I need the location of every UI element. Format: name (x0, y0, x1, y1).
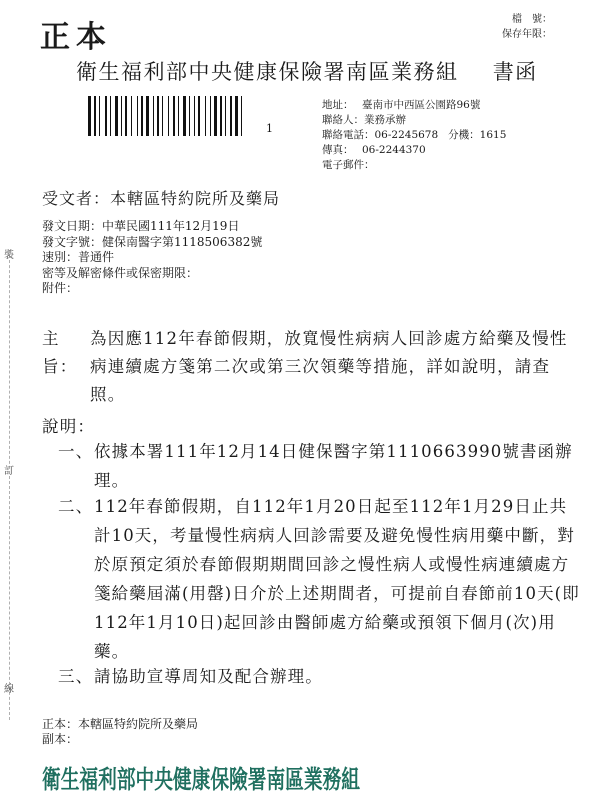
barcode-bar (153, 96, 154, 136)
phone-label: 聯絡電話： (322, 129, 375, 141)
barcode-bar (191, 96, 193, 136)
barcode-bar (201, 96, 204, 136)
barcode-bar (227, 96, 229, 136)
barcode-bar (97, 96, 98, 136)
barcode-bar (139, 96, 140, 136)
agency-seal-stamp (42, 752, 372, 798)
contact-person-row (322, 113, 506, 128)
barcode-bar (225, 96, 226, 136)
barcode-bar (112, 96, 114, 136)
barcode-bar (160, 96, 161, 136)
issuing-agency: 衛生福利部中央健康保險署南區業務組 (76, 60, 459, 84)
barcode-bar (194, 96, 195, 136)
address-row (322, 98, 506, 113)
barcode-bar (125, 96, 127, 136)
document-type: 書函 (492, 60, 538, 84)
fax-row (322, 143, 506, 158)
barcode-bar (210, 96, 211, 136)
barcode-bar (168, 96, 169, 136)
svg-text:衛生福利部中央健康保險署南區業務組: 衛生福利部中央健康保險署南區業務組 (42, 765, 360, 794)
barcode-bar (141, 96, 143, 136)
barcode-bar (131, 96, 132, 136)
margin-mark-middle: 訂 (4, 466, 14, 477)
distribution-list (42, 717, 198, 747)
barcode-bar (108, 96, 109, 136)
barcode-bar (150, 96, 152, 136)
barcode-bar (239, 96, 240, 136)
barcode-bar (235, 96, 238, 136)
barcode-bar (176, 96, 177, 136)
barcode-bar (88, 96, 91, 136)
barcode-bar (119, 96, 120, 136)
email-row (322, 158, 506, 173)
extension-label: 分機： (448, 129, 480, 141)
margin-mark-bottom: 線 (4, 684, 14, 695)
barcode-bar (92, 96, 93, 136)
barcode-bar (115, 96, 118, 136)
barcode-bar (183, 96, 186, 136)
barcode-bar (198, 96, 200, 136)
email-label: 電子郵件： (322, 159, 375, 171)
document-barcode (88, 96, 258, 136)
barcode-bar (170, 96, 172, 136)
document-number: 發文字號：健保南醫字第1118506382號 (42, 234, 263, 249)
item-text: 依據本署111年12月14日健保醫字第1110663990號書函辦理。 (94, 442, 573, 490)
barcode-bar (99, 96, 100, 136)
address-value: 臺南市中西區公園路96號 (362, 99, 481, 111)
contact-person-value: 業務承辦 (364, 114, 406, 126)
barcode-bar (243, 96, 245, 136)
fax-value: 06-2244370 (362, 144, 426, 156)
barcode-bar (180, 96, 182, 136)
barcode-bar (155, 96, 156, 136)
attachment-label: 附件： (42, 281, 79, 295)
barcode-bar (110, 96, 111, 136)
binding-margin-line (9, 250, 10, 720)
barcode-bar (218, 96, 219, 136)
subject-label: 主旨： (42, 329, 78, 376)
item-text: 請協助宣導周知及配合辦理。 (94, 667, 323, 686)
item-text: 112年春節假期，自112年1月20日起至112年1月29日止共計10天，考量慢性病病人回診需要及避免慢性病用藥中斷，對於原預定須於春節假期期間回診之慢性病人或慢性病連續處方箋給藥屆滿(用罄)日介於上述期間者，可提前自春節前10天(即112年1月10日)起回診由醫師處方給藥或預領下個月(次)用藥。 (94, 497, 580, 661)
barcode-bar (123, 96, 124, 136)
barcode-bar (137, 96, 138, 136)
retention-period-label: 保存年限： (502, 29, 552, 40)
copy-type-label: 正本 (40, 20, 112, 55)
recipient-line: 受文者：本轄區特約院所及藥局 (42, 189, 281, 208)
explanation-item (58, 662, 582, 691)
item-number: 三、 (58, 667, 94, 686)
phone-value: 06-2245678 (374, 129, 439, 141)
barcode-bar (121, 96, 122, 136)
explanation-item (58, 492, 582, 666)
subject-text: 為因應112年春節假期，放寬慢性病病人回診處方給藥及慢性病連續處方箋第二次或第三次領藥等措施，詳如說明，請查照。 (90, 329, 568, 404)
explanation-item (58, 437, 582, 495)
original-recipients: 正本：本轄區特約院所及藥局 (42, 717, 199, 731)
delivery-speed: 速別：普通件 (42, 250, 115, 264)
item-number: 二、 (58, 497, 94, 516)
secrecy-level: 密等及解密條件或保密期限： (42, 265, 199, 280)
barcode-bar (241, 96, 242, 136)
barcode-bar (223, 96, 224, 136)
barcode-bar (233, 96, 234, 136)
barcode-bar (207, 96, 209, 136)
barcode-bar (128, 96, 130, 136)
file-number-label: 檔 號： (512, 14, 552, 25)
barcode-bar (173, 96, 175, 136)
document-metadata (42, 219, 262, 297)
barcode-bar (205, 96, 206, 136)
barcode-bar (105, 96, 107, 136)
barcode-bar (189, 96, 190, 136)
barcode-bar (94, 96, 96, 136)
extension-value: 1615 (479, 129, 507, 141)
item-number: 一、 (58, 442, 94, 461)
reference-fields (502, 12, 552, 42)
address-label: 地址： (322, 99, 354, 111)
subject-section (42, 325, 582, 409)
issue-date: 發文日期：中華民國111年12月19日 (42, 219, 240, 233)
barcode-bar (220, 96, 222, 136)
barcode-bar (178, 96, 179, 136)
contact-person-label: 聯絡人： (322, 114, 364, 126)
barcode-bar (196, 96, 197, 136)
barcode-bar (230, 96, 232, 136)
barcode-bar (187, 96, 188, 136)
document-header (76, 56, 538, 86)
barcode-bar (146, 96, 149, 136)
barcode-bar (101, 96, 104, 136)
barcode-bar (164, 96, 167, 136)
barcode-bar (144, 96, 145, 136)
barcode-bar (212, 96, 213, 136)
phone-row (322, 128, 506, 143)
barcode-bar (214, 96, 217, 136)
barcode-bar (162, 96, 163, 136)
margin-mark-top: 裝 (4, 250, 14, 261)
barcode-number: 1 (266, 122, 273, 135)
contact-info (322, 98, 506, 173)
copy-recipients: 副本： (42, 732, 79, 746)
barcode-bar (133, 96, 136, 136)
fax-label: 傳真： (322, 144, 354, 156)
barcode-bar (157, 96, 159, 136)
explanation-label: 說明： (42, 417, 96, 436)
